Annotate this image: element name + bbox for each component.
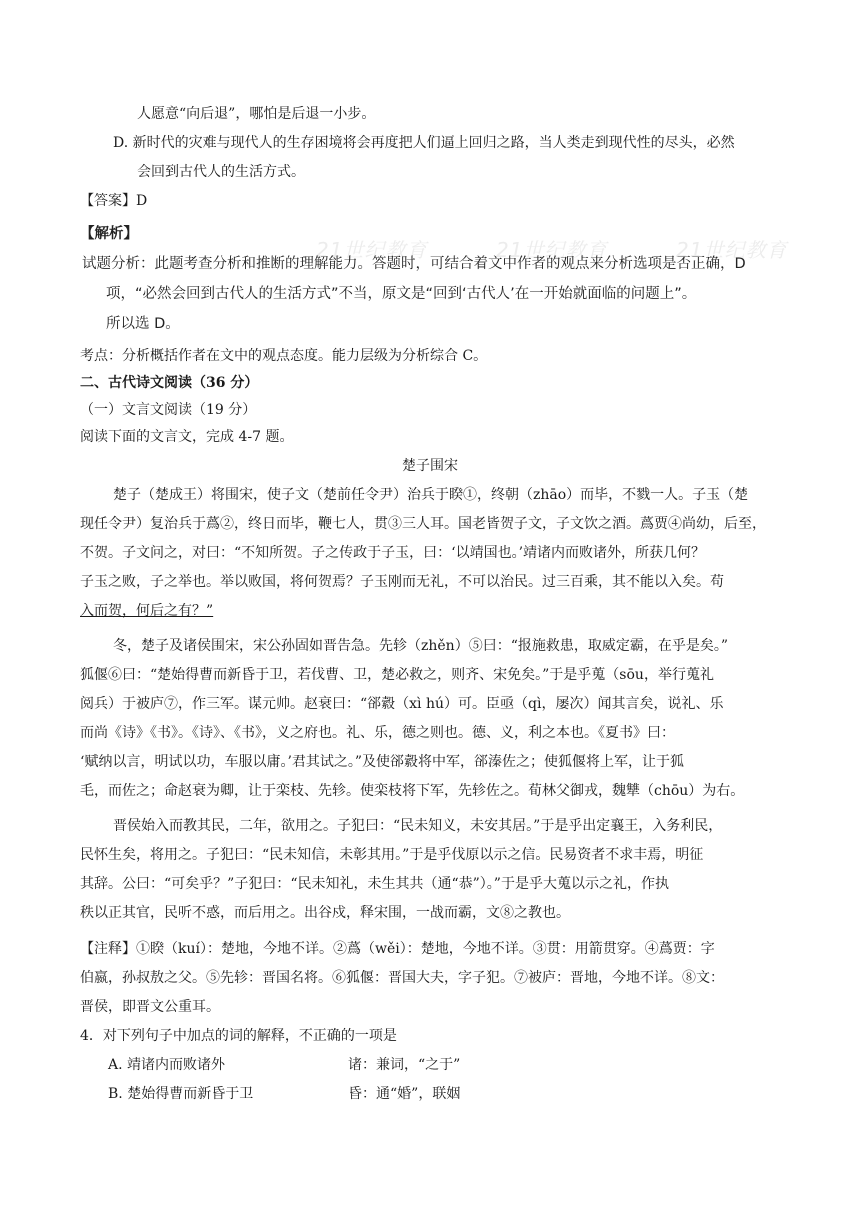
- notes-line-2: 伯嬴，孙叔敖之父。⑤先轸：晋国名将。⑥狐偃：晋国大夫，字子犯。⑦被庐：晋地，今地不详。⑧文：: [80, 970, 724, 986]
- instruction-line: 阅读下面的文言文，完成 4-7 题。: [80, 429, 294, 445]
- passage-p3-line-4: 秩以正其官，民听不惑，而后用之。出谷戍，释宋围，一战而霸，文⑧之教也。: [80, 905, 570, 921]
- watermark-1: 21世纪教育: [316, 238, 428, 262]
- option-d-line-1: D. 新时代的灾难与现代人的生存困境将会再度把人们逼上回归之路，当人类走到现代性的尽头，必然: [113, 135, 735, 151]
- analysis-line-2: 项，“必然会回到古代人的生活方式”不当，原文是“回到‘古代人’在一开始就面临的问题上”。: [106, 286, 697, 302]
- passage-title: 楚子围宋: [402, 458, 458, 474]
- question-4-option-b-gloss: 昏：通“婚”，联姻: [348, 1086, 461, 1102]
- analysis-label: 【解析】: [80, 226, 138, 242]
- analysis-screenshot: [76, 222, 788, 338]
- passage-p2-line-1: 冬，楚子及诸侯围宋，宋公孙固如晋告急。先轸（zhěn）⑤曰：“报施救患，取威定霸，在乎是矣。”: [113, 638, 729, 654]
- answer-label: 【答案】D: [80, 193, 148, 209]
- option-d-line-2: 会回到古代人的生活方式。: [137, 164, 305, 180]
- passage-p1-line-4: 子玉之败，子之举也。举以败国，将何贺焉？子玉刚而无礼，不可以治民。过三百乘，其不能以入矣。苟: [80, 574, 724, 590]
- passage-p1-line-5: 入而贺，何后之有？”: [80, 603, 214, 619]
- notes-line-1: 【注释】①睽（kuí）：楚地，今地不详。②蔿（wěi）：楚地，今地不详。③贯：用箭贯穿。④蔿贾：字: [80, 941, 715, 957]
- notes-line-3: 晋侯，即晋文公重耳。: [80, 999, 220, 1015]
- kaodian-line: 考点：分析概括作者在文中的观点态度。能力层级为分析综合 C。: [80, 348, 488, 364]
- passage-p2-line-5: ‘赋纳以言，明试以功，车服以庸。’君其试之。”及使郤縠将中军，郤溱佐之；使狐偃将上军，让于狐: [80, 754, 685, 770]
- passage-p2-line-3: 阅兵）于被庐⑦，作三军。谋元帅。赵衰曰：“郤縠（xì hú）可。臣亟（qì，屡次）闻其言矣，说礼、乐: [80, 696, 724, 712]
- passage-p1-line-1: 楚子（楚成王）将围宋，使子文（楚前任令尹）治兵于睽①，终朝（zhāo）而毕，不戮一人。子玉（楚: [113, 487, 749, 503]
- passage-p2-line-2: 狐偃⑥曰：“楚始得曹而新昏于卫，若伐曹、卫，楚必救之，则齐、宋免矣。”于是乎蒐（sōu，举行蒐礼: [80, 667, 714, 683]
- subsection-heading: （一）文言文阅读（19 分）: [80, 402, 257, 418]
- passage-p3-line-1: 晋侯始入而教其民，二年，欲用之。子犯曰：“民未知义，未安其居。”于是乎出定襄王，入务利民，: [113, 818, 723, 834]
- section-2-heading: 二、古代诗文阅读（36 分）: [80, 375, 259, 391]
- passage-p3-line-2: 民怀生矣，将用之。子犯曰：“民未知信，未彰其用。”于是乎伐原以示之信。民易资者不求丰焉，明征: [80, 847, 704, 863]
- watermark-2: 21世纪教育: [496, 238, 608, 262]
- question-4-option-a-gloss: 诸：兼词，“之于”: [348, 1057, 461, 1073]
- passage-p3-line-3: 其辞。公曰：“可矣乎？”子犯曰：“民未知礼，未生其共（通“恭”）。”于是乎大蒐以示之礼，作执: [80, 876, 669, 892]
- option-c-continuation: 人愿意“向后退”，哪怕是后退一小步。: [137, 106, 376, 122]
- passage-p2-line-6: 毛，而佐之；命赵衰为卿，让于栾枝、先轸。使栾枝将下军，先轸佐之。荀林父御戎，魏犨（chōu）为右。: [80, 783, 745, 799]
- question-4-stem: 4．对下列句子中加点的词的解释，不正确的一项是: [80, 1028, 397, 1044]
- question-4-option-a: A. 靖诸内而败诸外: [108, 1057, 226, 1073]
- passage-p2-line-4: 而尚《诗》《书》。《诗》、《书》，义之府也。礼、乐，德之则也。德、义，利之本也。《夏书》曰：: [80, 725, 675, 741]
- analysis-line-3: 所以选 D。: [106, 316, 180, 332]
- passage-p1-line-3: 不贺。子文问之，对曰：“不知所贺。子之传政于子玉，曰：‘以靖国也。’靖诸内而败诸外，所获几何？: [80, 545, 706, 561]
- watermark-3: 21世纪教育: [676, 238, 788, 262]
- passage-p1-line-2: 现任令尹）复治兵于蔿②，终日而毕，鞭七人，贯③三人耳。国老皆贺子文，子文饮之酒。蔿贾④尚幼，后至，: [80, 516, 766, 532]
- question-4-option-b: B. 楚始得曹而新昏于卫: [108, 1086, 254, 1102]
- analysis-line-1: 试题分析：此题考查分析和推断的理解能力。答题时，可结合着文中作者的观点来分析选项是否正确，D: [82, 256, 746, 272]
